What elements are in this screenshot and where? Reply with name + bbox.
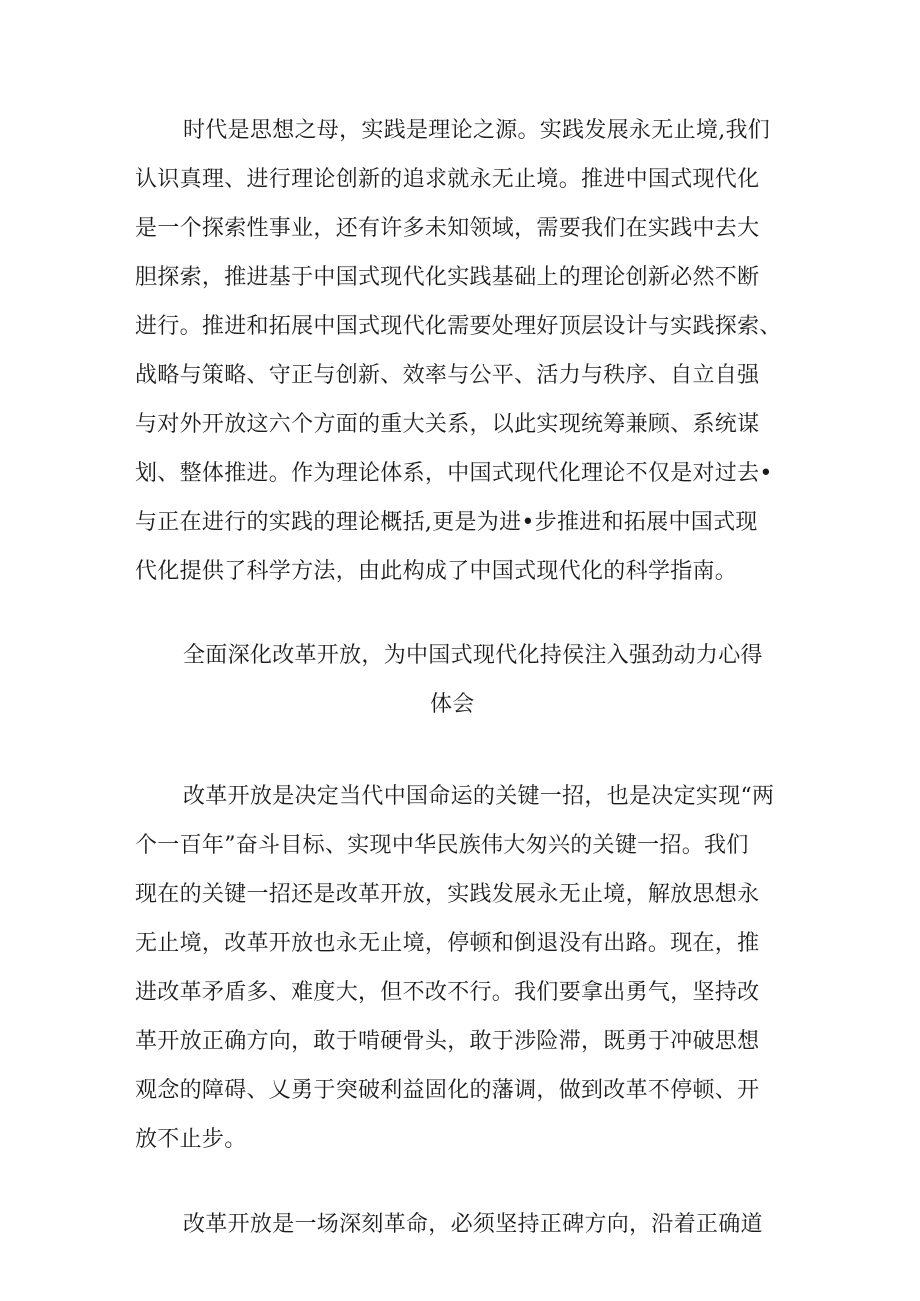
paragraph-2-line-3: 现在的关键一招还是改革开放，实践发展永无止境，解放思想永 [135,882,760,907]
paragraph-2-line-4: 无止境，改革开放也永无止境，停顿和倒退没有出路。现在，推 [135,931,760,956]
paragraph-2-line-1: 改革开放是决定当代中国命运的关键一招，也是决定实现“两 [183,784,775,809]
paragraph-1-line-6: 战略与策略、守正与创新、效率与公平、活力与秩序、自立自强 [135,363,760,388]
paragraph-1-line-3: 是一个探索性事业，还有许多未知领域，需要我们在实践中去大 [135,216,760,241]
section-title-line-2: 体会 [430,692,475,717]
paragraph-1-line-7: 与对外开放这六个方面的重大关系，以此实现统筹兼顾、系统谋 [135,412,760,437]
paragraph-2-line-7: 观念的障碍、乂勇于突破利益固化的藩调，做到改革不停顿、开 [135,1078,760,1103]
paragraph-1-line-5: 进行。推进和拓展中国式现代化需要处理好顶层设计与实践探索、 [135,314,782,339]
paragraph-1-line-10: 代化提供了科学方法，由此构成了中国式现代化的科学指南。 [135,559,738,584]
paragraph-1-line-9: 与正在进行的实践的理论概括,更是为进•步推进和拓展中国式现 [135,510,758,535]
paragraph-2-line-6: 革开放正确方向，敢于啃硬骨头，敢于涉险滞，既勇于冲破思想 [135,1029,760,1054]
paragraph-2-line-8: 放不止步。 [135,1127,247,1152]
paragraph-2-line-5: 进改革矛盾多、难度大，但不改不行。我们要拿出勇气，坚持改 [135,980,760,1005]
paragraph-1-line-8: 划、整体推进。作为理论体系，中国式现代化理论不仅是对过去• [135,461,773,486]
paragraph-1-line-2: 认识真理、进行理论创新的追求就永无止境。推进中国式现代化 [135,167,760,192]
paragraph-2-line-2: 个一百年”奋斗目标、实现中华民族伟大匆兴的关键一招。我们 [135,833,749,858]
paragraph-1-line-1: 时代是思想之母，实践是理论之源。实践发展永无止境,我们 [183,118,771,143]
section-title-line-1: 全面深化改革开放，为中国式现代化持侯注入强劲动力心得 [183,643,763,668]
paragraph-3-line-1: 改革开放是一场深刻革命，必须坚持正碑方向，沿着正确道 [183,1212,763,1237]
paragraph-1-line-4: 胆探索，推进基于中国式现代化实践基础上的理论创新必然不断 [135,265,760,290]
